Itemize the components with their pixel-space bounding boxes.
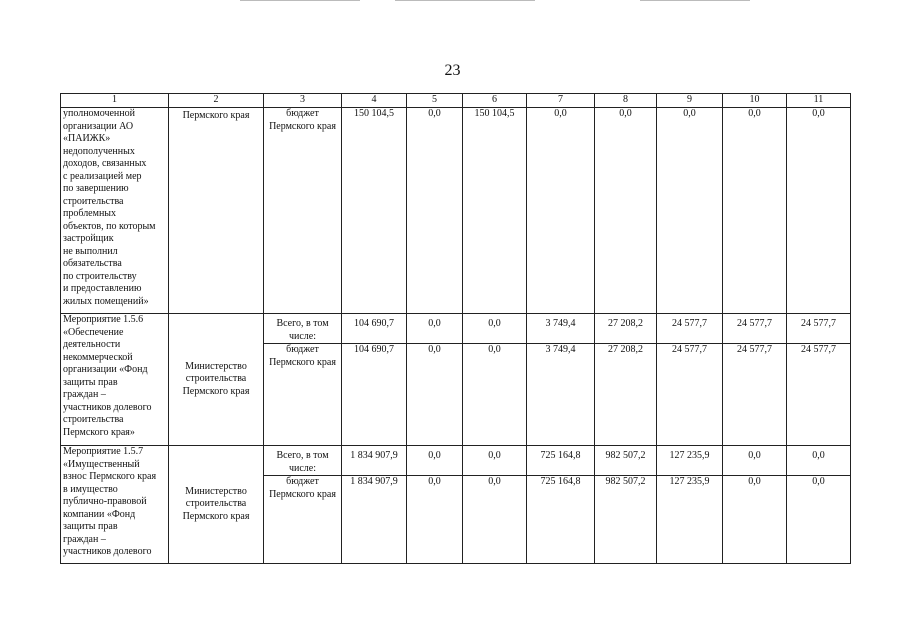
- source-line: бюджет: [286, 476, 319, 487]
- column-number: 6: [463, 94, 527, 108]
- value-cell: 1 834 907,9: [342, 476, 407, 564]
- desc-line: проблемных: [63, 208, 117, 219]
- executor-line: строительства: [185, 498, 247, 510]
- value-cell: 24 577,7: [723, 314, 787, 344]
- desc-line: некоммерческой: [63, 351, 133, 363]
- desc-line: с реализацией мер: [63, 170, 142, 182]
- value-cell: 0,0: [463, 314, 527, 344]
- desc-line: и предоставлению: [63, 283, 142, 294]
- value-cell: 150 104,5: [342, 108, 407, 314]
- source-line: числе:: [288, 330, 317, 342]
- value-cell: 0,0: [723, 108, 787, 314]
- value-cell: 0,0: [595, 108, 657, 314]
- value-cell: 104 690,7: [342, 344, 407, 446]
- value-cell: 24 577,7: [723, 344, 787, 446]
- desc-line: Пермского края»: [63, 426, 135, 438]
- desc-line: Мероприятие 1.5.7: [63, 446, 144, 457]
- value-cell: 3 749,4: [527, 314, 595, 344]
- column-number: 4: [342, 94, 407, 108]
- executor-cell: [169, 446, 264, 564]
- value-cell: 0,0: [463, 344, 527, 446]
- desc-line: объектов, по которым: [63, 220, 156, 232]
- value-cell: 0,0: [787, 476, 851, 564]
- executor-cell: [169, 314, 264, 446]
- value-cell: 0,0: [407, 476, 463, 564]
- funding-source: [264, 476, 342, 564]
- value-cell: 0,0: [723, 476, 787, 564]
- value-cell: 1 834 907,9: [342, 446, 407, 476]
- value-cell: 0,0: [527, 108, 595, 314]
- desc-line: граждан –: [63, 533, 106, 545]
- value-cell: 982 507,2: [595, 446, 657, 476]
- value-cell: 24 577,7: [657, 314, 723, 344]
- desc-line: защиты прав: [63, 376, 118, 388]
- column-number: 2: [169, 94, 264, 108]
- desc-line: застройщик: [63, 233, 114, 244]
- column-number: 7: [527, 94, 595, 108]
- desc-line: по завершению: [63, 183, 129, 194]
- executor-line: Пермского края: [182, 510, 250, 522]
- desc-line: деятельности: [63, 339, 121, 350]
- desc-line: участников долевого: [63, 546, 152, 557]
- desc-line: публично-правовой: [63, 496, 147, 507]
- desc-line: взнос Пермского края: [63, 471, 157, 482]
- desc-line: защиты прав: [63, 521, 118, 532]
- executor-line: Министерство: [185, 485, 247, 497]
- column-number: 1: [61, 94, 169, 108]
- page-number: 23: [444, 62, 461, 79]
- desc-line: «ПАИЖК»: [63, 133, 111, 144]
- value-cell: 982 507,2: [595, 476, 657, 564]
- executor-line: Пермского края: [182, 385, 250, 397]
- value-cell: 725 164,8: [527, 446, 595, 476]
- desc-line: участников долевого: [63, 401, 152, 413]
- desc-line: по строительству: [63, 270, 137, 282]
- executor-cell: [169, 108, 264, 314]
- source-line: Пермского края: [269, 120, 336, 132]
- desc-line: доходов, связанных: [63, 158, 147, 169]
- desc-line: недополученных: [63, 145, 135, 157]
- executor-line: строительства: [185, 373, 247, 385]
- funding-source: [264, 314, 342, 344]
- value-cell: 0,0: [787, 108, 851, 314]
- value-cell: 24 577,7: [787, 314, 851, 344]
- value-cell: 0,0: [723, 446, 787, 476]
- desc-line: организации АО: [63, 120, 134, 132]
- measure-description: [61, 108, 169, 314]
- value-cell: 0,0: [407, 108, 463, 314]
- desc-line: компании «Фонд: [63, 508, 136, 520]
- column-number-row: [61, 94, 851, 108]
- budget-table: [60, 93, 851, 564]
- value-cell: 127 235,9: [657, 446, 723, 476]
- column-number: 5: [407, 94, 463, 108]
- funding-source: [264, 108, 342, 314]
- desc-line: организации «Фонд: [63, 364, 148, 375]
- value-cell: 3 749,4: [527, 344, 595, 446]
- table-row: [61, 446, 851, 476]
- column-number: 8: [595, 94, 657, 108]
- funding-source: [264, 446, 342, 476]
- desc-line: Мероприятие 1.5.6: [63, 314, 144, 325]
- source-line: Всего, в том: [276, 318, 329, 329]
- value-cell: 127 235,9: [657, 476, 723, 564]
- value-cell: 0,0: [463, 446, 527, 476]
- value-cell: 27 208,2: [595, 314, 657, 344]
- value-cell: 0,0: [407, 314, 463, 344]
- measure-description: [61, 314, 169, 446]
- desc-line: «Имущественный: [63, 458, 140, 470]
- value-cell: 150 104,5: [463, 108, 527, 314]
- column-number: 3: [264, 94, 342, 108]
- value-cell: 24 577,7: [657, 344, 723, 446]
- source-line: бюджет: [286, 344, 319, 355]
- source-line: Пермского края: [269, 356, 336, 368]
- source-line: бюджет: [286, 108, 319, 119]
- executor-line: Министерство: [185, 360, 247, 372]
- value-cell: 104 690,7: [342, 314, 407, 344]
- value-cell: 24 577,7: [787, 344, 851, 446]
- value-cell: 0,0: [787, 446, 851, 476]
- value-cell: 0,0: [657, 108, 723, 314]
- value-cell: 27 208,2: [595, 344, 657, 446]
- desc-line: «Обеспечение: [63, 326, 124, 338]
- desc-line: строительства: [63, 195, 124, 207]
- value-cell: 0,0: [407, 446, 463, 476]
- column-number: 11: [787, 94, 851, 108]
- desc-line: строительства: [63, 414, 124, 425]
- funding-source: [264, 344, 342, 446]
- desc-line: в имущество: [63, 483, 118, 495]
- value-cell: 0,0: [463, 476, 527, 564]
- desc-line: уполномоченной: [63, 108, 135, 119]
- source-line: числе:: [288, 462, 317, 474]
- measure-description: [61, 446, 169, 564]
- column-number: 10: [723, 94, 787, 108]
- value-cell: 725 164,8: [527, 476, 595, 564]
- desc-line: жилых помещений»: [63, 295, 149, 307]
- column-number: 9: [657, 94, 723, 108]
- source-line: Пермского края: [269, 488, 336, 500]
- source-line: Всего, в том: [276, 450, 329, 461]
- table-row: [61, 108, 851, 314]
- desc-line: граждан –: [63, 389, 106, 400]
- value-cell: 0,0: [407, 344, 463, 446]
- desc-line: обязательства: [63, 258, 122, 269]
- executor-name: Пермского края: [182, 110, 250, 121]
- table-row: [61, 314, 851, 344]
- desc-line: не выполнил: [63, 245, 118, 257]
